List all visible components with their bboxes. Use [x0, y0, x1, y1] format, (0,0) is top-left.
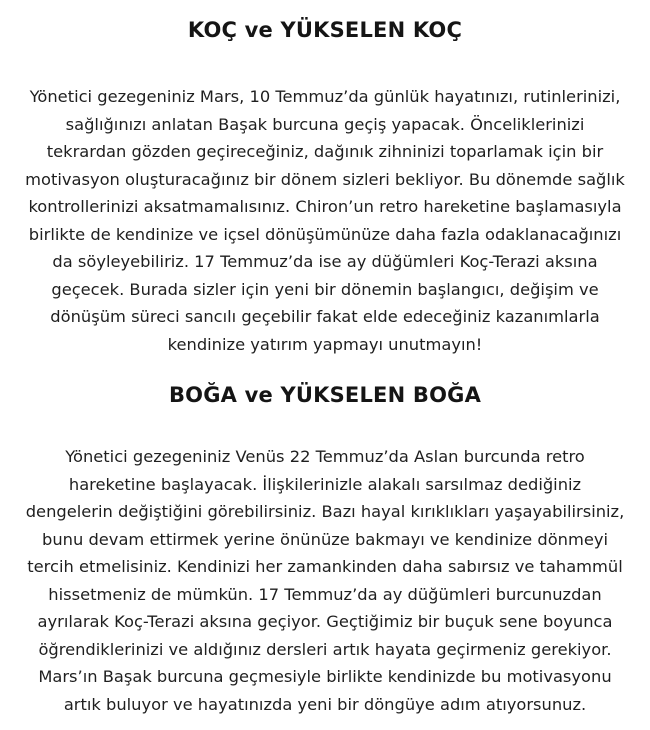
section-title-boga: BOĞA ve YÜKSELEN BOĞA	[168, 383, 482, 407]
section-boga	[0, 383, 650, 718]
section-title-koc: KOÇ ve YÜKSELEN KOÇ	[187, 18, 463, 42]
section-body-boga: Yönetici gezegeniniz Venüs 22 Temmuz’da Aslan burcunda retro hareketine başlayacak. İlişkilerinizle alakalı sarsılmaz dediğiniz dengelerin değiştiğini görebilirsiniz. Bazı hayal kırıklıkları yaşayabilirsiniz, bunu devam ettirmek yerine önünüze bakmayı ve kendinize dönmeyi tercih etmelisiniz. Kendinizi her zamankinden daha sabırsız ve tahammül hissetmeniz de mümkün. 17 Temmuz’da ay düğümleri burcunuzdan ayrılarak Koç-Terazi aksına geçiyor. Geçtiğimiz bir buçuk sene boyunca öğrendiklerinizi ve aldığınız dersleri artık hayata geçirmeniz gerekiyor. Mars’ın Başak burcuna geçmesiyle birlikte kendinizde bu motivasyonu artık buluyor ve hayatınızda yeni bir döngüye adım atıyorsunuz.	[25, 447, 625, 714]
section-body-koc: Yönetici gezegeniniz Mars, 10 Temmuz’da günlük hayatınızı, rutinlerinizi, sağlığınızı anlatan Başak burcuna geçiş yapacak. Önceliklerinizi tekrardan gözden geçireceğiniz, dağınık zihninizi toparlamak için bir motivasyon oluşturacağınız bir dönem sizleri bekliyor. Bu dönemde sağlık kontrollerinizi aksatmamalısınız. Chiron’un retro hareketine başlamasıyla birlikte de kendinize ve içsel dönüşümünüze daha fazla odaklanacağınızı da söyleyebiliriz. 17 Temmuz’da ise ay düğümleri Koç-Terazi aksına geçecek. Burada sizler için yeni bir dönemin başlangıcı, değişim ve dönüşüm süreci sancılı geçebilir fakat elde edeceğiniz kazanımlarla kendinize yatırım yapmayı unutmayın!	[25, 87, 625, 354]
section-koc	[0, 18, 650, 358]
